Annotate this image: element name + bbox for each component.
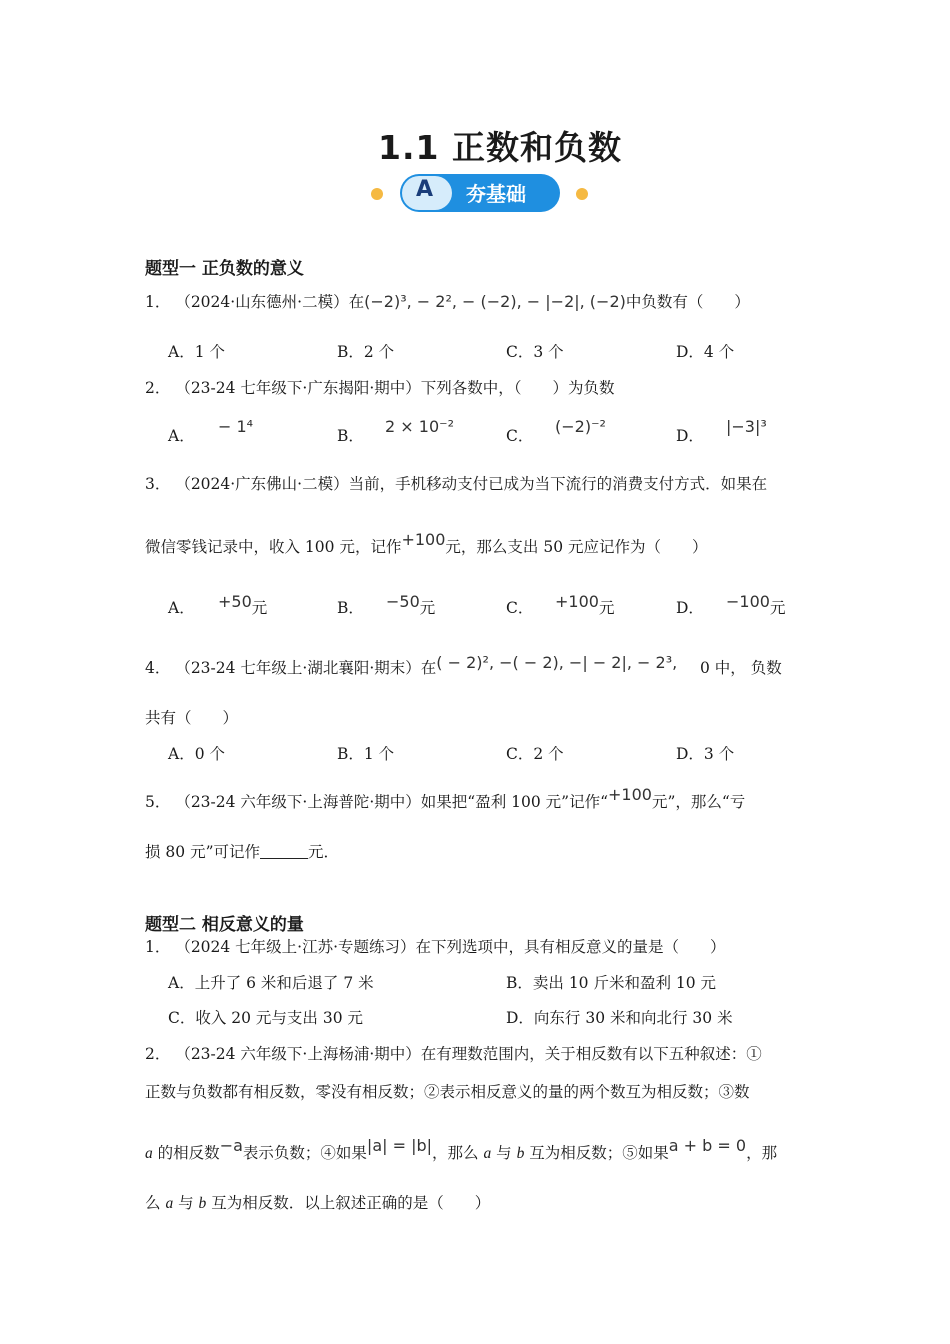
option-c[interactable]: C． (506, 599, 534, 617)
question-5-line-2: 损 80 元”可记作 元． (145, 843, 340, 861)
answer-blank[interactable] (260, 844, 308, 859)
question-4-line-2: 共有（ ） (145, 709, 239, 727)
option-d[interactable]: D．4 个 (676, 343, 735, 361)
question-text: （2024 七年级上·江苏·专题练习）在下列选项中，具有相反意义的量是（ ） (175, 938, 726, 956)
option-a[interactable]: A．0 个 (168, 745, 225, 763)
option-a[interactable]: A．上升了 6 米和后退了 7 米 (168, 974, 374, 992)
question-2: 2． （23-24 六年级下·上海杨浦·期中）在有理数范围内，关于相反数有以下五种叙述：① (145, 1045, 762, 1063)
math-expression: −a (219, 1136, 243, 1155)
question-1 (145, 935, 726, 957)
question-number: 4． (145, 659, 171, 677)
option-a[interactable]: A． (168, 599, 195, 617)
option-b-expr: −50元 (386, 592, 436, 617)
option-c[interactable]: C． (506, 427, 534, 445)
question-number: 3． (145, 475, 171, 493)
math-expression: |a| = |b| (366, 1136, 433, 1155)
math-expression: a + b = 0 (668, 1136, 747, 1155)
option-d[interactable]: D． (676, 599, 704, 617)
option-a-expr: +50元 (218, 592, 268, 617)
question-5: 5． （23-24 六年级下·上海普陀·期中）如果把“盈利 100 元”记作“+100元”，那么“亏 (145, 785, 746, 811)
option-b[interactable]: B． (337, 599, 364, 617)
question-number: 2． (145, 1045, 171, 1063)
question-3 (145, 472, 767, 494)
question-2-line-3: a 的相反数−a表示负数；④如果|a| = |b|，那么 a 与 b 互为相反数；⑤如果a + b = 0，那 (145, 1136, 778, 1162)
question-2-line-4: 么 a 与 b 互为相反数．以上叙述正确的是（ ） (145, 1194, 491, 1212)
question-number: 5． (145, 793, 171, 811)
math-expression: (−2)³, − 2², − (−2), − |−2|, (−2) (364, 292, 626, 311)
option-c-expr: +100元 (555, 592, 615, 617)
option-b-expr: 2 × 10⁻² (385, 417, 454, 436)
option-a[interactable]: A．1 个 (168, 343, 225, 361)
math-expression: +100 (401, 530, 446, 549)
question-number: 1． (145, 938, 171, 956)
question-text: （23-24 七年级下·广东揭阳·期中）下列各数中，（ ）为负数 (175, 379, 615, 397)
section-heading: 题型二 相反意义的量 (145, 915, 304, 935)
option-d[interactable]: D． (676, 427, 704, 445)
question-2-line-2: 正数与负数都有相反数，零没有相反数；②表示相反意义的量的两个数互为相反数；③数 (145, 1083, 750, 1101)
section-heading: 题型一 正负数的意义 (145, 259, 304, 279)
question-line: （2024·广东佛山·二模）当前，手机移动支付已成为当下流行的消费支付方式．如果在 (175, 475, 768, 493)
question-2 (145, 376, 615, 398)
option-b[interactable]: B．2 个 (337, 343, 395, 361)
option-a[interactable]: A． (168, 427, 195, 445)
question-number: 1． (145, 293, 171, 311)
option-c[interactable]: C．3 个 (506, 343, 564, 361)
banner-letter: A (416, 177, 434, 202)
math-expression: ( − 2)², −( − 2), −| − 2|, − 2³, (436, 653, 678, 672)
question-4-tail: 0 中， 负数 (700, 659, 782, 677)
question-number: 2． (145, 379, 171, 397)
question-3-line-2: 微信零钱记录中，收入 100 元，记作+100元，那么支出 50 元应记作为（ ） (145, 530, 708, 556)
option-d-expr: −100元 (726, 592, 786, 617)
question-1 (145, 290, 750, 312)
option-d[interactable]: D．向东行 30 米和向北行 30 米 (506, 1009, 733, 1027)
option-b[interactable]: B．1 个 (337, 745, 395, 763)
option-c[interactable]: C．2 个 (506, 745, 564, 763)
option-c[interactable]: C．收入 20 元与支出 30 元 (168, 1009, 364, 1027)
option-a-expr: − 1⁴ (218, 417, 254, 436)
option-b[interactable]: B． (337, 427, 364, 445)
option-d[interactable]: D．3 个 (676, 745, 735, 763)
option-d-expr: |−3|³ (726, 417, 767, 436)
math-expression: +100 (608, 785, 652, 804)
question-tail: 中负数有（ ） (625, 293, 750, 311)
banner-text: 夯基础 (466, 182, 526, 206)
option-b[interactable]: B．卖出 10 斤米和盈利 10 元 (506, 974, 717, 992)
option-c-expr: (−2)⁻² (555, 417, 606, 436)
question-source: （2024·山东德州·二模）在 (175, 293, 365, 311)
page-title: 1.1 正数和负数 (378, 128, 622, 167)
question-4: 4． （23-24 七年级上·湖北襄阳·期末）在( − 2)², −( − 2), −| − 2|, − 2³, (145, 653, 678, 677)
